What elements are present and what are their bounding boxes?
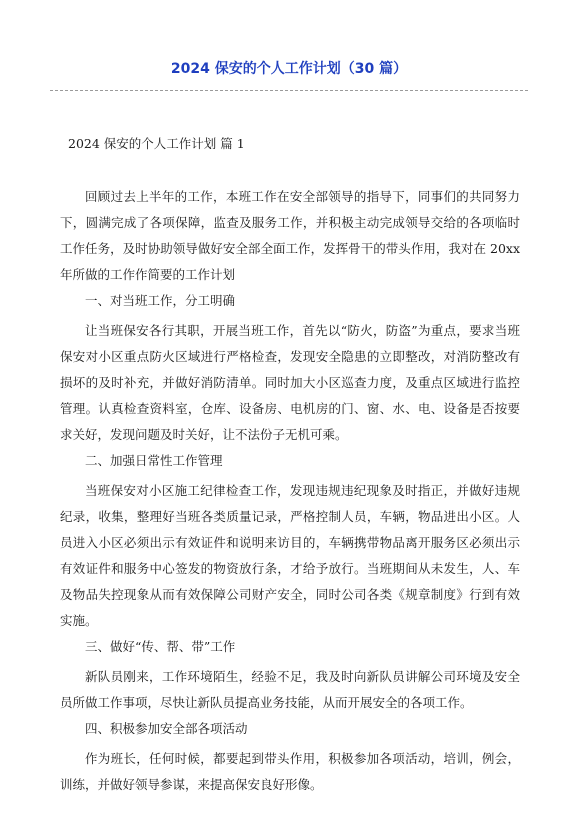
section-heading-2: 二、加强日常性工作管理 bbox=[85, 453, 223, 468]
section-body-4: 作为班长，任何时候，都要起到带头作用，积极参加各项活动，培训，例会，训练，并做好领导参谋，来提高保安良好形像。 bbox=[60, 751, 520, 792]
section-body-2: 当班保安对小区施工纪律检查工作，发现违规违纪现象及时指正，并做好违规纪录，收集，整理好当班各类质量记录，严格控制人员，车辆，物品进出小区。人员进入小区必须出示有效证件和说明来访目的，车辆携带物品离开服务区必须出示有效证件和服务中心签发的物资放行条，才给予放行。当班期间从未发生，人、车及物品失控现象从而有效保障公司财产安全，同时公司各类《规章制度》行到有效实施。 bbox=[60, 483, 520, 628]
document-title: 2024 保安的个人工作计划（30 篇） bbox=[170, 61, 408, 77]
section-subtitle: 2024 保安的个人工作计划 篇 1 bbox=[68, 136, 245, 151]
section-heading-1: 一、对当班工作，分工明确 bbox=[85, 293, 236, 308]
section-body-1: 让当班保安各行其职，开展当班工作，首先以“防火，防盗”为重点，要求当班保安对小区重点防火区域进行严格检查，发现安全隐患的立即整改，对消防整改有损坏的及时补充，并做好消防清单。同时加大小区巡查力度，及重点区域进行监控管理。认真检查资料室，仓库、设备房、电机房的门、窗、水、电、设备是否按要求关好，发现问题及时关好，让不法份子无机可乘。 bbox=[60, 323, 520, 442]
section-heading-3: 三、做好“传、帮、带”工作 bbox=[85, 639, 236, 654]
section-heading-4: 四、积极参加安全部各项活动 bbox=[85, 721, 248, 736]
document-body bbox=[60, 130, 520, 798]
section-body-3: 新队员刚来，工作环境陌生，经验不足，我及时向新队员讲解公司环境及安全员所做工作事项，尽快让新队员提高业务技能，从而开展安全的各项工作。 bbox=[60, 669, 520, 710]
title-divider bbox=[50, 90, 528, 91]
intro-paragraph: 回顾过去上半年的工作，本班工作在安全部领导的指导下，同事们的共同努力下，圆满完成了各项保障，监查及服务工作，并积极主动完成领导交给的各项临时工作任务，及时协助领导做好安全部全面工作，发挥骨干的带头作用，我对在 20xx 年所做的工作作简要的工作计划 bbox=[60, 189, 520, 282]
